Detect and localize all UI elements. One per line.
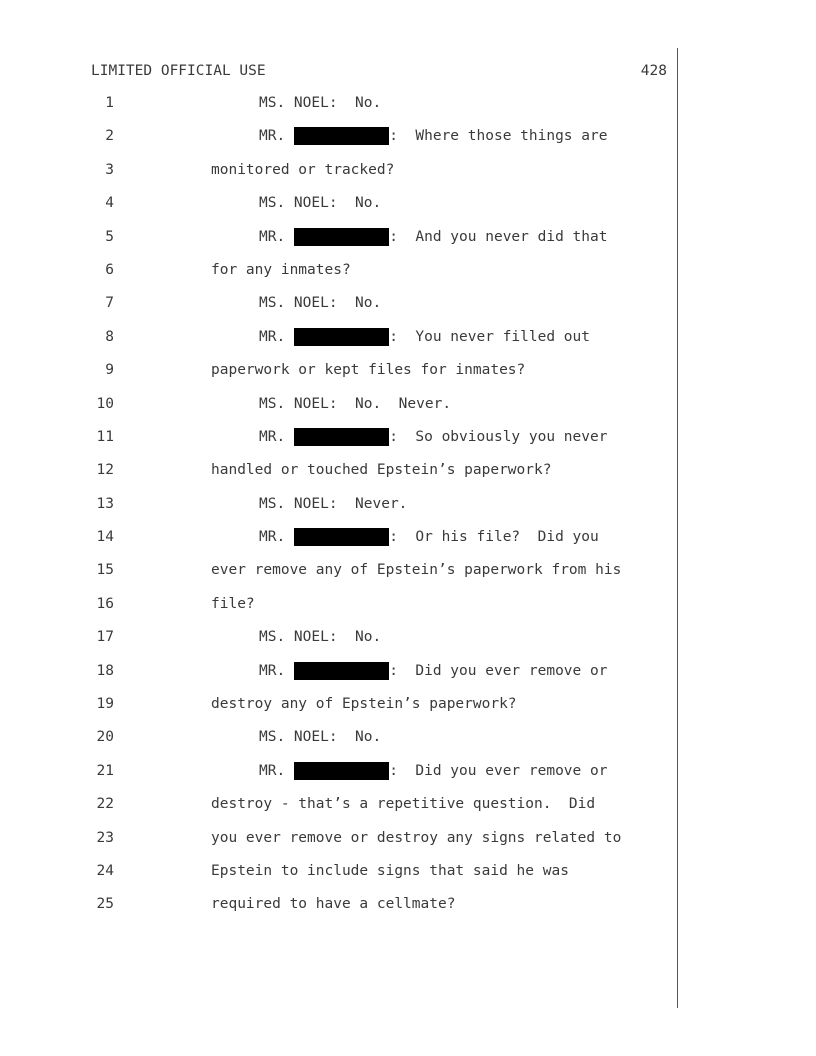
line-text — [259, 528, 599, 546]
page-number: 428 — [640, 63, 667, 79]
utterance-text: : Or his file? Did you — [389, 529, 599, 546]
line-number: 4 — [105, 195, 114, 212]
utterance-text: you ever remove or destroy any signs related to — [211, 829, 622, 846]
line-number: 25 — [96, 896, 114, 913]
line-number: 12 — [96, 462, 114, 479]
redaction-box — [294, 528, 389, 546]
transcript-line — [0, 127, 676, 160]
transcript-line — [0, 161, 676, 194]
utterance-text: for any inmates? — [211, 261, 351, 278]
line-text — [211, 561, 621, 579]
line-number: 16 — [96, 595, 114, 612]
line-number: 8 — [105, 328, 114, 345]
transcript-line — [0, 361, 676, 394]
transcript-line — [0, 228, 676, 261]
transcript-line — [0, 695, 676, 728]
line-text — [259, 194, 381, 212]
line-number: 1 — [105, 95, 114, 111]
redaction-box — [294, 662, 389, 680]
line-text — [211, 829, 621, 847]
transcript-line — [0, 628, 676, 661]
line-text — [259, 662, 607, 680]
line-text — [211, 595, 255, 613]
utterance-text: destroy any of Epstein’s paperwork? — [211, 696, 517, 713]
line-number: 13 — [96, 495, 114, 512]
utterance-text: destroy - that’s a repetitive question. Did — [211, 796, 596, 813]
transcript-line — [0, 294, 676, 327]
line-number: 9 — [105, 362, 114, 379]
transcript-line — [0, 662, 676, 695]
line-number: 3 — [105, 161, 114, 178]
line-text — [211, 261, 351, 279]
line-number: 14 — [96, 529, 114, 546]
line-text — [211, 695, 517, 713]
redaction-box — [294, 428, 389, 446]
line-text — [259, 495, 407, 513]
utterance-text: MS. NOEL: No. — [259, 729, 382, 746]
speaker-label: MR. — [259, 529, 286, 546]
line-number: 18 — [96, 662, 114, 679]
transcript-line — [0, 395, 676, 428]
transcript-line — [0, 528, 676, 561]
redaction-box — [294, 762, 389, 780]
transcript-line — [0, 561, 676, 594]
utterance-text: : And you never did that — [389, 228, 608, 245]
transcript-line — [0, 762, 676, 795]
utterance-text: handled or touched Epstein’s paperwork? — [211, 462, 552, 479]
utterance-text: : Did you ever remove or — [389, 662, 608, 679]
utterance-text: : Where those things are — [389, 128, 608, 145]
transcript-line — [0, 428, 676, 461]
transcript-line — [0, 728, 676, 761]
line-number: 2 — [105, 128, 114, 145]
transcript-line — [0, 94, 676, 127]
right-margin-rule — [677, 48, 678, 1008]
line-number: 22 — [96, 796, 114, 813]
line-text — [259, 395, 451, 413]
utterance-text: : You never filled out — [389, 328, 590, 345]
utterance-text: MS. NOEL: No. — [259, 195, 382, 212]
line-text — [259, 628, 381, 646]
utterance-text: MS. NOEL: Never. — [259, 495, 408, 512]
classification-label: LIMITED OFFICIAL USE — [91, 63, 266, 79]
speaker-label: MR. — [259, 662, 286, 679]
line-number: 20 — [96, 729, 114, 746]
line-text — [259, 228, 607, 246]
utterance-text: MS. NOEL: No. Never. — [259, 395, 452, 412]
transcript-line — [0, 829, 676, 862]
line-text — [259, 127, 607, 145]
line-text — [259, 728, 381, 746]
transcript-line — [0, 194, 676, 227]
line-number: 21 — [96, 762, 114, 779]
speaker-label: MR. — [259, 228, 286, 245]
transcript-line — [0, 595, 676, 628]
utterance-text: ever remove any of Epstein’s paperwork from his — [211, 562, 622, 579]
speaker-label: MR. — [259, 762, 286, 779]
utterance-text: monitored or tracked? — [211, 161, 395, 178]
line-number: 15 — [96, 562, 114, 579]
line-text — [211, 895, 455, 913]
line-number: 23 — [96, 829, 114, 846]
line-number: 17 — [96, 629, 114, 646]
line-number: 11 — [96, 428, 114, 445]
redaction-box — [294, 127, 389, 145]
transcript-line — [0, 261, 676, 294]
utterance-text: MS. NOEL: No. — [259, 95, 382, 111]
transcript-line — [0, 895, 676, 928]
line-text — [259, 294, 381, 312]
speaker-label: MR. — [259, 428, 286, 445]
utterance-text: required to have a cellmate? — [211, 896, 456, 913]
redaction-box — [294, 228, 389, 246]
line-text — [211, 862, 569, 880]
line-number: 10 — [96, 395, 114, 412]
utterance-text: paperwork or kept files for inmates? — [211, 362, 526, 379]
utterance-text: MS. NOEL: No. — [259, 629, 382, 646]
line-number: 19 — [96, 696, 114, 713]
line-text — [211, 161, 394, 179]
utterance-text: Epstein to include signs that said he was — [211, 862, 569, 879]
utterance-text: MS. NOEL: No. — [259, 295, 382, 312]
line-number: 6 — [105, 261, 114, 278]
line-number: 5 — [105, 228, 114, 245]
transcript-line — [0, 862, 676, 895]
line-text — [259, 428, 607, 446]
transcript-line — [0, 795, 676, 828]
page-header — [91, 62, 667, 80]
line-text — [211, 461, 551, 479]
utterance-text: : Did you ever remove or — [389, 762, 608, 779]
line-text — [259, 762, 607, 780]
transcript-line — [0, 495, 676, 528]
utterance-text: file? — [211, 595, 255, 612]
line-text — [211, 795, 595, 813]
line-text — [211, 361, 525, 379]
line-number: 24 — [96, 862, 114, 879]
transcript-body — [0, 94, 676, 929]
transcript-line — [0, 328, 676, 361]
speaker-label: MR. — [259, 328, 286, 345]
line-text — [259, 94, 381, 112]
speaker-label: MR. — [259, 128, 286, 145]
utterance-text: : So obviously you never — [389, 428, 608, 445]
line-text — [259, 328, 590, 346]
transcript-line — [0, 461, 676, 494]
line-number: 7 — [105, 295, 114, 312]
redaction-box — [294, 328, 389, 346]
